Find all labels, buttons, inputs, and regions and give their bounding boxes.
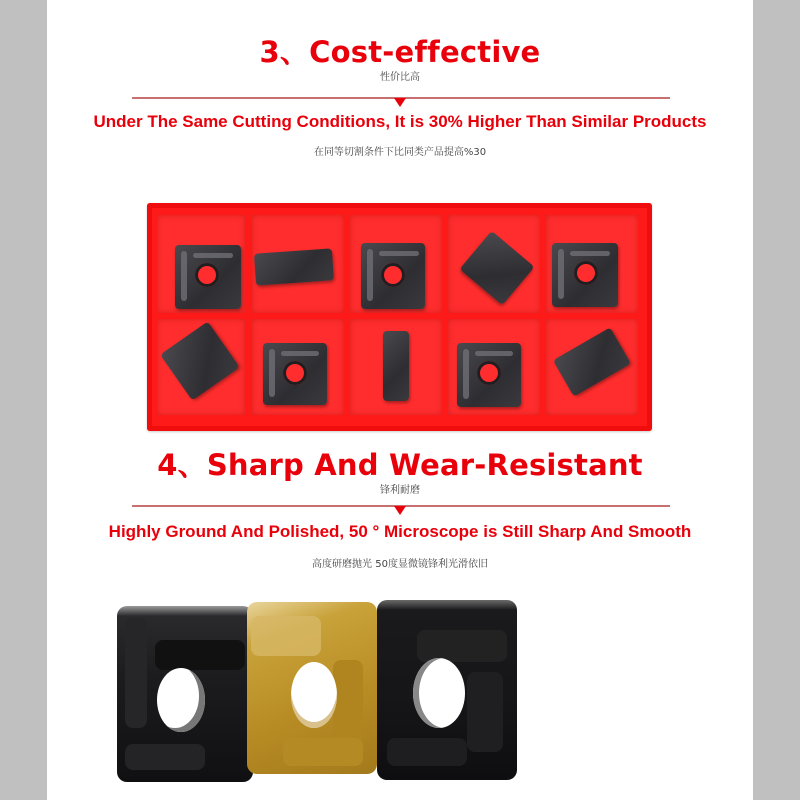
section3-description-cn: 在同等切割条件下比同类产品提高%30 [313, 147, 487, 158]
carbide-insert [552, 243, 618, 307]
section3-down-arrow-icon [394, 98, 406, 107]
insert-tray-image [147, 203, 652, 431]
gold-insert-center [247, 602, 377, 774]
section4-subtitle-cn: 锋利耐磨 [380, 485, 420, 496]
section4-title: 4、Sharp And Wear-Resistant [157, 448, 643, 482]
section4-down-arrow-icon [394, 506, 406, 515]
carbide-insert [263, 343, 327, 405]
three-inserts-image [47, 580, 753, 800]
carbide-insert [175, 245, 241, 309]
section4-description: Highly Ground And Polished, 50 ° Microscope is Still Sharp And Smooth [108, 522, 692, 541]
black-insert-left [117, 606, 253, 782]
carbide-insert [361, 243, 425, 309]
section3-description: Under The Same Cutting Conditions, It is 30% Higher Than Similar Products [93, 112, 707, 131]
section3-subtitle-cn: 性价比高 [380, 72, 420, 83]
carbide-insert [254, 248, 334, 285]
section4-description-cn: 高度研磨抛光 50度显微镜锋利光滑依旧 [312, 559, 488, 570]
section3-title: 3、Cost-effective [259, 35, 541, 69]
carbide-insert [383, 331, 409, 401]
black-insert-right [377, 600, 517, 780]
carbide-insert [457, 343, 521, 407]
